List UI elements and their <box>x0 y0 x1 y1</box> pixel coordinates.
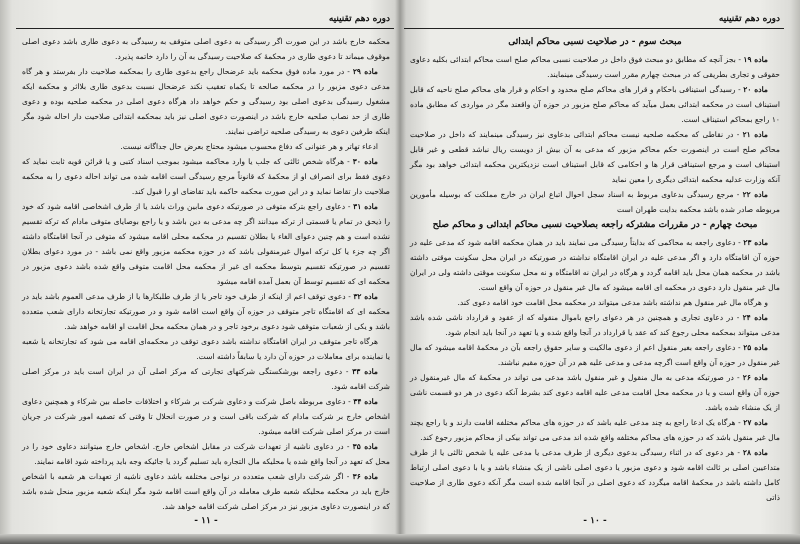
article-label: ماده ۲۰ <box>743 85 768 94</box>
article-paragraph <box>410 340 780 370</box>
article-text: هرگاه تاجر متوقف در ایران اقامتگاه نداشته باشد دعوی توقف در محکمه‌ای اقامه می شود که تجارتخانه یا شعبه یا نماینده برای معاملات در حوزه آن دارد یا سابقاً داشته است. <box>22 337 390 361</box>
article-label: ماده ۳۶ <box>352 472 379 481</box>
article-text: - هرگاه شخص ثالثی که جلب یا وارد محاکمه میشود بموجب اسناد کتبی و یا قرائن قویه ثابت نماید که دعوی فقط برای انصراف او از محکمهٔ که قانوناً مرجع رسیدگی است اقامه شده می تواند احاله دعوی را به محکمه صلاحیت دار تقاضا نماید و در این صورت محکمه حاکمه باید تقاضای او را قبول کند. <box>22 157 390 196</box>
article-text: و هرگاه مال غیر منقول هم نداشته باشد مدعی میتواند در محکمه محل اقامت خود اقامه دعوی کند. <box>457 298 768 307</box>
article-text: - دعوی توقف اعم از اینکه از طرف خود تاجر یا از طرف طلبکارها یا از طرف مدعی العموم باشد باید در محکمه ای که اقامتگاه تاجر متوقف در حوزه آن واقع است اقامه شود و در صورتیکه تجارتخانه دارای شعب متعدده باشد و یکی از شعبات متوقف شود دعوی برخود تاجر و در همان محکمه محل اقامت او اقامه خواهد شد. <box>22 292 390 331</box>
page-number: - ۱۰ - <box>583 516 607 526</box>
article-label: ماده ۳۵ <box>352 442 379 451</box>
article-paragraph <box>22 199 390 289</box>
article-paragraph <box>410 415 780 445</box>
article-text: - اگر شرکت دارای شعب متعدده در نواحی مختلفه باشد دعاوی ناشیه از تعهدات هر شعبه با اشخاص خارج باید در محکمه محلیکه شعبه طرف معامله در آن واقع است اقامه شود مگر اینکه شعبه مزبور منحل شده باشد که در اینصورت دعاوی مزبور نیز در مرکز اصلی شرکت اقامه خواهد شد. <box>22 472 390 511</box>
page-body <box>22 0 390 532</box>
article-label: ماده ۲۵ <box>743 343 768 352</box>
article-text: - در دعاوی تجاری و همچنین در هر دعوای راجع باموال منقوله که از عقود و قرارداد ناشی شده باشد مدعی میتواند بمحکمه محلی رجوع کند که عقد یا قرارداد در آنجا واقع شده و یا تعهد در آنجا باید انجام شود. <box>410 313 780 337</box>
article-paragraph <box>22 154 390 199</box>
article-text: - مرجع رسیدگی بدعاوی مربوط به اسناد سجل احوال اتباع ایران در خارج مملکت که بوسیله مأمورین مربوطه صادر شده باشد محکمه بدایت طهران است <box>410 190 780 214</box>
header-rule <box>404 28 784 29</box>
article-paragraph <box>410 82 780 127</box>
article-label: ماده ۲۳ <box>743 238 769 247</box>
running-header: دوره دهم تقنینیه <box>718 14 780 24</box>
article-text: - دعاوی راجع بترکه متوفی در صورتیکه دعوی مابین وراث باشد یا از طرف اشخاصی اقامه شود که خود را ذیحق در تمام یا قسمتی از ترکه میدانند اگر چه مدعی به دین باشد و یا راجع بوصایای متوفی مادام که ترکه تقسیم نشده است و هم چنین دعوای الغاء یا بطلان تقسیم در محکمه محلی اقامه میشود که متوفی در آنجا اقامتگاه داشته اگر چه جزء یا کل ترکه اموال غیرمنقولی باشد که در حوزه محکمه مزبور واقع نمی باشد - در مورد دعوای بطلان تقسیم در صورتیکه تقسیم بتوسط محکمه ای غیر از محکمه محل اقامت متوفی واقع شده باشد دعوی مزبور در محکمه ای که تقسیم توسط آن بعمل آمده اقامه میشود <box>22 202 390 286</box>
article-label: ماده ۱۹ <box>743 55 768 64</box>
section-heading: مبحث چهارم - در مقررات مشترکه راجعه بصلاحیت نسبی محاکم ابتدائی و محاکم صلح <box>432 220 758 230</box>
article-text: - دعاوی راجعه به محاکمی که بدایتاً رسیدگی می نمایند باید در همان محکمه اقامه شود که مدعی علیه در حوزه آن اقامتگاه دارد و اگر مدعی علیه در ایران اقامتگاه نداشته در صورتیکه در ایران محل سکونت موقتی داشته باشد در محکمه همان محل باید اقامه گردد و هرگاه در ایران نه اقامتگاه و نه محل سکونت موقتی داشته ولی در ایران مال غیر منقول دارد دعوی در محکمه ای اقامه میشود که مال غیر منقول در حوزه آن واقع است. <box>410 238 780 292</box>
article-label: ماده ۲۶ <box>742 373 768 382</box>
right-page <box>410 0 780 534</box>
article-text: - هر دعوی که در اثناء رسیدگی بدعوی دیگری از طرف مدعی یا مدعی علیه یا شخص ثالثی یا از طرف متداعیین اصلی بر ثالث اقامه شود و دعوی مزبور یا دعوی اصلی ناشی از یک منشاء باشد و یا با دعوی اصلی ارتباط کامل داشته باشد در محکمهٔ اقامه میگردد که دعوی اصلی در آنجا اقامه شده است مگر آنکه دعوی طاری از صلاحیت ذاتی <box>410 448 780 502</box>
section-heading: مبحث سوم - در صلاحیت نسبی محاکم ابتدائی <box>508 37 682 47</box>
article-text: - در مورد ماده فوق محکمه باید عرضحال راجع بدعوی طاری را بمحکمه صلاحیت دار بفرستد و هر گاه مدعی دعوی مزبور را در محکمه صالحه تا یکماه تعقیب نکند عرضحال نسبت بدعوی طاری بلااثر و محکمه ایکه مشغول رسیدگی بدعوی اصلی بود رسیدگی و حکم خواهد داد هرگاه دعوی اصلی در محکمه صلحیه بوده و دعوی طاری از حد نصاب صلحیه خارج باشد در اینصورت دعوی اصلی نیز باید بمحکمه ابتدائی صلاحیت دار احاله شود مگر اینکه طرفین دعوی به رسیدگی صلحیه تراضی نمایند. <box>22 67 390 136</box>
article-label: ماده ۲۱ <box>742 130 768 139</box>
page-number: - ۱۱ - <box>194 516 218 526</box>
article-text: - در دعاوی ناشیه از تعهدات شرکت در مقابل اشخاص خارج. اشخاص خارج میتوانند دعاوی خود را در محل که تعهد در آنجا واقع شده یا محلیکه مال التجاره باید تسلیم گردد یا جائیکه وجه باید پرداخته شود اقامه نمایند. <box>22 442 390 466</box>
article-text: محکمه خارج باشد در این صورت اگر رسیدگی به دعوی اصلی متوقف به رسیدگی به دعوی طاری باشد دعوی اصلی موقوف میماند تا دعوی طاری در محکمهٔ که صلاحیت رسیدگی به آن را دارد خاتمه پذیرد. <box>22 37 390 61</box>
article-paragraph <box>22 289 390 334</box>
article-label: ماده ۲۲ <box>742 190 768 199</box>
article-text: - در نقاطی که محکمه صلحیه نیست محاکم ابتدائی بدعاوی نیز رسیدگی مینمایند که داخل در صلاحیت محاکم صلح است در اینصورت حکم محاکم مزبور که مدعی به آن بیش از دویست ریال نباشد قطعی و غیر قابل استیناف است و مرجع استینافی قرار ها و احکامی که قابل استیناف است نزدیکترین محکمه ابتدائی خواهد بود مگر آنکه وزارت عدلیه محکمه ابتدائی دیگری را معین نماید <box>410 130 780 184</box>
article-paragraph <box>22 394 390 439</box>
article-text: - دعاوی راجعه بغیر منقول اعم از دعوی مالکیت و سایر حقوق راجعه بآن در محکمهٔ اقامه میشود که مال غیر منقول در حوزه آن واقع است اگرچه مدعی و مدعی علیه هم در آن حوزه مقیم نباشند. <box>410 343 780 367</box>
scan-edge <box>0 534 800 544</box>
paragraph <box>22 34 390 64</box>
article-paragraph <box>410 310 780 340</box>
article-label: ماده ۲۹ <box>352 67 378 76</box>
article-label: ماده ۲۸ <box>742 448 768 457</box>
article-paragraph <box>22 64 390 139</box>
article-paragraph <box>410 235 780 295</box>
article-text: ادعاء تهاتر و هر عنوانی که دفاع محسوب میشود محتاج بعرض حال جداگانه نیست. <box>120 142 378 151</box>
article-text: - رسیدگی استینافی باحکام و قرار های محاکم صلح محدود و احکام و قرار های محاکم صلح ناحیه که قابل استیناف است در محکمه ابتدائی بعمل میآید که محاکم صلح مزبور در حوزه آن واقعند مگر در مواردی که مطابق ماده ۱۰ راجع بمحاکم استیناف است. <box>410 85 780 124</box>
article-label: ماده ۳۳ <box>352 367 378 376</box>
article-label: ماده ۳۴ <box>353 397 378 406</box>
article-text: - دعوی راجعه بورشکستگی شرکتهای تجارتی که مرکز اصلی آن در ایران است باید در مرکز اصلی شرکت اقامه شود. <box>22 367 390 391</box>
article-label: ماده ۳۰ <box>352 157 378 166</box>
running-header: دوره دهم تقنینیه <box>328 14 390 24</box>
paragraph <box>22 334 390 364</box>
article-paragraph <box>410 52 780 82</box>
article-label: ماده ۳۱ <box>353 202 378 211</box>
article-label: ماده ۲۴ <box>742 313 768 322</box>
article-text: - هرگاه یک ادعا راجع به چند مدعی علیه باشد که در حوزه های محاکم مختلفه اقامت دارند و یا راجع بچند مال غیر منقول باشد که در حوزه های محاکم مختلفه واقع شده اند مدعی می تواند بیکی از محاکم مزبور رجوع کند. <box>410 418 780 442</box>
article-text: - در صورتیکه مدعی به مال منقول و غیر منقول باشد مدعی می تواند در محکمهٔ که مال غیرمنقول در حوزه آن واقع است و یا در محکمه محل اقامت مدعی علیه اقامه دعوی کند بشرط آنکه دعوی در هر دو قسمت ناشی از یک منشاء شده باشد. <box>410 373 780 412</box>
article-paragraph <box>410 370 780 415</box>
page-body <box>410 0 780 523</box>
paragraph <box>410 295 780 310</box>
article-paragraph <box>410 445 780 505</box>
left-page <box>22 0 390 534</box>
article-paragraph <box>22 469 390 514</box>
article-text: - دعاوی مربوطه باصل شرکت و دعاوی شرکت بر شرکاء و اختلافات حاصله بین شرکاء و همچنین دعاوی اشخاص خارج بر شرکت مادام که شرکت باقی است و در صورت انحلال تا وقتی که تصفیه امور شرکت در جریان است در مرکز اصلی شرکت اقامه میشود. <box>22 397 390 436</box>
article-paragraph <box>22 364 390 394</box>
article-paragraph <box>410 187 780 217</box>
article-paragraph <box>22 439 390 469</box>
article-paragraph <box>410 127 780 187</box>
article-text: - بجز آنچه که مطابق دو مبحث فوق داخل در صلاحیت نسبی محاکم صلح است محاکم ابتدائی بکلیه دعاوی حقوقی و تجاری بطریقی که در مبحث چهارم مقرر است رسیدگی مینمایند. <box>410 55 780 79</box>
header-rule <box>16 28 394 29</box>
article-label: ماده ۲۷ <box>743 418 768 427</box>
paragraph <box>22 139 390 154</box>
article-label: ماده ۳۲ <box>353 292 379 301</box>
